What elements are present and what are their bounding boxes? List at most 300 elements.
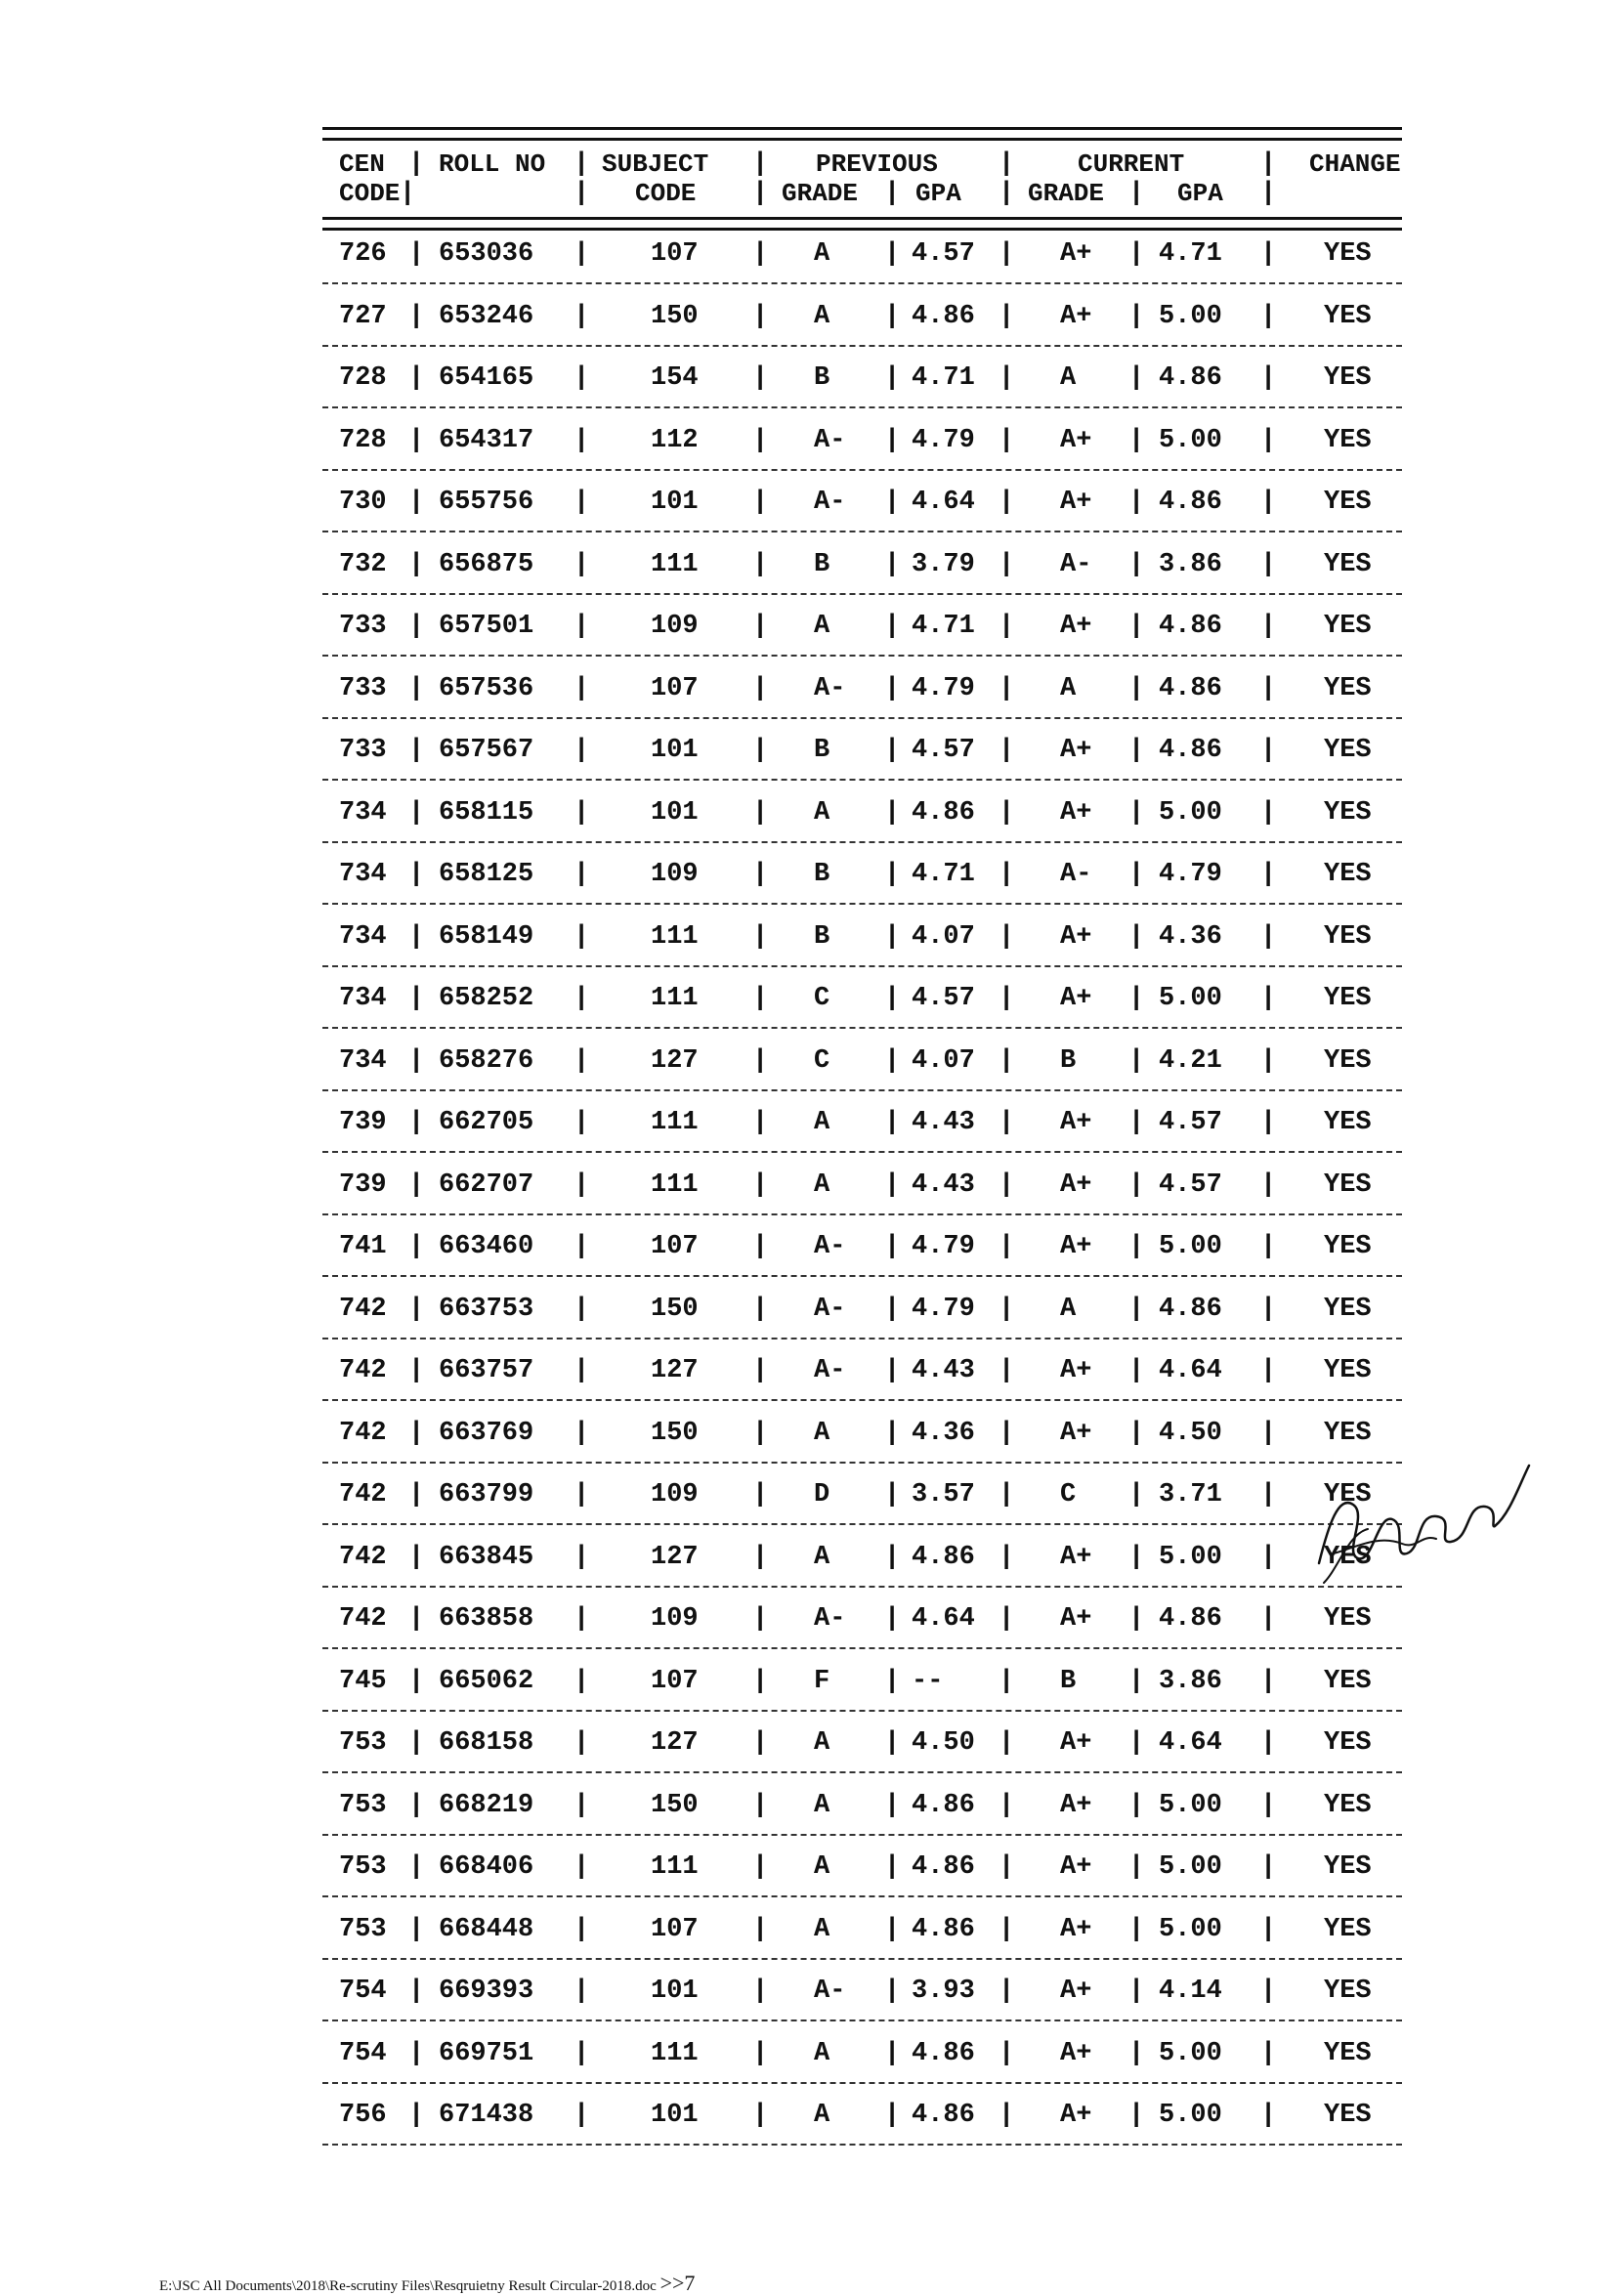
cell-prev-gpa: 4.79 <box>912 1294 975 1324</box>
row-divider <box>322 2020 1402 2021</box>
header-top-rule <box>322 127 1402 141</box>
column-separator: | <box>999 488 1015 517</box>
column-separator: | <box>1128 2038 1145 2068</box>
cell-cen-code: 753 <box>339 1790 387 1820</box>
cell-prev-grade: A <box>814 301 830 331</box>
column-separator: | <box>574 1542 590 1572</box>
cell-prev-grade: A <box>814 1728 830 1758</box>
cell-change: YES <box>1324 1977 1372 2006</box>
column-separator: | <box>999 1542 1015 1572</box>
cell-cur-gpa: 4.57 <box>1159 1169 1222 1200</box>
cell-cur-gpa: 3.86 <box>1159 1666 1222 1696</box>
column-separator: | <box>999 1480 1015 1509</box>
cell-cur-grade: B <box>1060 1045 1077 1076</box>
column-separator: | <box>1260 1666 1277 1696</box>
cell-prev-gpa: 4.57 <box>912 736 975 765</box>
column-separator: | <box>408 2038 425 2068</box>
cell-cen-code: 745 <box>339 1666 387 1696</box>
column-separator: | <box>999 2038 1015 2068</box>
header-separator: | <box>999 179 1015 208</box>
column-separator: | <box>884 1480 901 1509</box>
cell-cur-gpa: 5.00 <box>1159 301 1222 331</box>
column-separator: | <box>1128 1604 1145 1634</box>
row-divider <box>322 1586 1402 1588</box>
header-roll-no: ROLL NO <box>439 149 546 179</box>
cell-cen-code: 734 <box>339 921 387 952</box>
column-separator: | <box>1260 921 1277 952</box>
cell-change: YES <box>1324 673 1372 703</box>
cell-cur-grade: A+ <box>1060 1790 1092 1820</box>
cell-subject-code: 150 <box>651 1294 699 1324</box>
row-divider <box>322 1213 1402 1215</box>
column-separator: | <box>752 1294 769 1324</box>
column-separator: | <box>408 363 425 393</box>
cell-roll-no: 662705 <box>439 1108 534 1137</box>
header-subject-code: CODE <box>635 179 697 208</box>
column-separator: | <box>999 1418 1015 1448</box>
column-separator: | <box>752 612 769 641</box>
column-separator: | <box>408 1108 425 1137</box>
column-separator: | <box>574 2038 590 2068</box>
column-separator: | <box>1260 363 1277 393</box>
cell-prev-grade: A <box>814 1542 830 1572</box>
cell-roll-no: 657501 <box>439 612 534 641</box>
column-separator: | <box>574 673 590 703</box>
cell-cen-code: 753 <box>339 1852 387 1882</box>
header-cur-grade: GRADE <box>1028 179 1105 208</box>
column-separator: | <box>574 363 590 393</box>
cell-prev-gpa: 4.43 <box>912 1356 975 1385</box>
cell-roll-no: 663799 <box>439 1480 534 1509</box>
cell-cur-gpa: 4.86 <box>1159 1294 1222 1324</box>
cell-cur-grade: A+ <box>1060 2038 1092 2068</box>
column-separator: | <box>574 425 590 455</box>
column-separator: | <box>1128 797 1145 828</box>
row-divider <box>322 1647 1402 1649</box>
column-separator: | <box>884 1294 901 1324</box>
cell-subject-code: 111 <box>651 2038 699 2068</box>
row-divider <box>322 531 1402 532</box>
cell-subject-code: 112 <box>651 425 699 455</box>
column-separator: | <box>999 301 1015 331</box>
column-separator: | <box>752 1108 769 1137</box>
column-separator: | <box>752 797 769 828</box>
cell-prev-grade: A- <box>814 488 846 517</box>
cell-cur-gpa: 4.86 <box>1159 736 1222 765</box>
cell-prev-gpa: 3.93 <box>912 1977 975 2006</box>
column-separator: | <box>1260 673 1277 703</box>
column-separator: | <box>752 1480 769 1509</box>
column-separator: | <box>884 921 901 952</box>
cell-cur-grade: A+ <box>1060 1914 1092 1944</box>
column-separator: | <box>999 1045 1015 1076</box>
cell-prev-gpa: 4.79 <box>912 673 975 703</box>
header-cur-gpa: GPA <box>1177 179 1223 208</box>
column-separator: | <box>999 1356 1015 1385</box>
cell-subject-code: 127 <box>651 1728 699 1758</box>
column-separator: | <box>408 2101 425 2130</box>
cell-subject-code: 101 <box>651 488 699 517</box>
row-divider <box>322 2144 1402 2146</box>
column-separator: | <box>408 1666 425 1696</box>
column-separator: | <box>884 1045 901 1076</box>
cell-subject-code: 111 <box>651 1169 699 1200</box>
column-separator: | <box>1128 1914 1145 1944</box>
column-separator: | <box>999 736 1015 765</box>
cell-prev-gpa: 4.07 <box>912 921 975 952</box>
cell-prev-gpa: 4.64 <box>912 488 975 517</box>
column-separator: | <box>884 673 901 703</box>
column-separator: | <box>752 239 769 269</box>
column-separator: | <box>574 797 590 828</box>
row-divider <box>322 1089 1402 1091</box>
cell-cur-grade: B <box>1060 1666 1077 1696</box>
cell-subject-code: 107 <box>651 1666 699 1696</box>
column-separator: | <box>408 1790 425 1820</box>
cell-cur-grade: A+ <box>1060 1728 1092 1758</box>
header-separator: | <box>999 149 1015 179</box>
column-separator: | <box>408 797 425 828</box>
cell-prev-grade: C <box>814 1045 830 1076</box>
cell-change: YES <box>1324 1604 1372 1634</box>
column-separator: | <box>408 1852 425 1882</box>
cell-roll-no: 653246 <box>439 301 534 331</box>
cell-cen-code: 742 <box>339 1294 387 1324</box>
cell-cur-grade: A <box>1060 673 1077 703</box>
column-separator: | <box>1260 1914 1277 1944</box>
cell-cur-gpa: 5.00 <box>1159 2038 1222 2068</box>
cell-subject-code: 109 <box>651 612 699 641</box>
header-separator: | <box>574 179 590 208</box>
column-separator: | <box>752 2101 769 2130</box>
cell-prev-gpa: 3.57 <box>912 1480 975 1509</box>
column-separator: | <box>574 1666 590 1696</box>
cell-cur-gpa: 5.00 <box>1159 1232 1222 1261</box>
cell-roll-no: 657567 <box>439 736 534 765</box>
column-separator: | <box>408 301 425 331</box>
column-separator: | <box>884 549 901 579</box>
header-separator: | <box>574 149 590 179</box>
column-separator: | <box>408 1977 425 2006</box>
cell-cur-grade: A+ <box>1060 921 1092 952</box>
column-separator: | <box>884 797 901 828</box>
column-separator: | <box>1260 797 1277 828</box>
column-separator: | <box>884 2101 901 2130</box>
cell-subject-code: 109 <box>651 860 699 889</box>
cell-prev-gpa: 4.86 <box>912 1542 975 1572</box>
cell-cen-code: 730 <box>339 488 387 517</box>
cell-cen-code: 742 <box>339 1418 387 1448</box>
row-divider <box>322 406 1402 408</box>
cell-cen-code: 734 <box>339 797 387 828</box>
cell-subject-code: 107 <box>651 1914 699 1944</box>
cell-cur-grade: A+ <box>1060 1604 1092 1634</box>
cell-cur-grade: A+ <box>1060 1356 1092 1385</box>
column-separator: | <box>884 301 901 331</box>
column-separator: | <box>574 1169 590 1200</box>
column-separator: | <box>752 1666 769 1696</box>
header-subject: SUBJECT <box>602 149 709 179</box>
column-separator: | <box>574 1604 590 1634</box>
header-separator: | <box>400 179 416 208</box>
cell-prev-grade: A- <box>814 1356 846 1385</box>
column-separator: | <box>1128 612 1145 641</box>
column-separator: | <box>884 363 901 393</box>
column-separator: | <box>752 549 769 579</box>
cell-prev-grade: B <box>814 549 830 579</box>
column-separator: | <box>1128 239 1145 269</box>
cell-cur-gpa: 5.00 <box>1159 2101 1222 2130</box>
cell-roll-no: 658115 <box>439 797 534 828</box>
column-separator: | <box>574 549 590 579</box>
cell-subject-code: 107 <box>651 1232 699 1261</box>
cell-cur-gpa: 4.71 <box>1159 239 1222 269</box>
cell-prev-gpa: 4.71 <box>912 860 975 889</box>
cell-roll-no: 654165 <box>439 363 534 393</box>
row-divider <box>322 779 1402 781</box>
cell-change: YES <box>1324 488 1372 517</box>
cell-prev-grade: A- <box>814 1604 846 1634</box>
cell-roll-no: 668219 <box>439 1790 534 1820</box>
cell-cen-code: 753 <box>339 1914 387 1944</box>
header-separator: | <box>1260 149 1277 179</box>
cell-change: YES <box>1324 1356 1372 1385</box>
column-separator: | <box>999 1914 1015 1944</box>
cell-subject-code: 154 <box>651 363 699 393</box>
column-separator: | <box>1260 2101 1277 2130</box>
cell-subject-code: 107 <box>651 239 699 269</box>
row-divider <box>322 1462 1402 1464</box>
row-divider <box>322 345 1402 347</box>
column-separator: | <box>408 1232 425 1261</box>
column-separator: | <box>1128 1977 1145 2006</box>
cell-prev-gpa: 4.36 <box>912 1418 975 1448</box>
column-separator: | <box>999 860 1015 889</box>
cell-roll-no: 658125 <box>439 860 534 889</box>
cell-cur-gpa: 4.50 <box>1159 1418 1222 1448</box>
column-separator: | <box>408 673 425 703</box>
column-separator: | <box>574 1294 590 1324</box>
cell-roll-no: 665062 <box>439 1666 534 1696</box>
cell-roll-no: 658149 <box>439 921 534 952</box>
column-separator: | <box>884 1852 901 1882</box>
cell-prev-grade: C <box>814 984 830 1013</box>
cell-cur-gpa: 4.64 <box>1159 1728 1222 1758</box>
cell-subject-code: 101 <box>651 797 699 828</box>
cell-cur-gpa: 5.00 <box>1159 1790 1222 1820</box>
cell-change: YES <box>1324 1045 1372 1076</box>
cell-cur-grade: A+ <box>1060 301 1092 331</box>
column-separator: | <box>408 239 425 269</box>
cell-prev-grade: B <box>814 736 830 765</box>
cell-cur-gpa: 5.00 <box>1159 984 1222 1013</box>
cell-cen-code: 728 <box>339 363 387 393</box>
header-bottom-rule <box>322 217 1402 231</box>
column-separator: | <box>408 1480 425 1509</box>
column-separator: | <box>1128 1232 1145 1261</box>
column-separator: | <box>574 1728 590 1758</box>
column-separator: | <box>574 1852 590 1882</box>
column-separator: | <box>1128 673 1145 703</box>
cell-subject-code: 111 <box>651 1852 699 1882</box>
cell-cur-gpa: 4.86 <box>1159 673 1222 703</box>
column-separator: | <box>408 1169 425 1200</box>
cell-change: YES <box>1324 1480 1372 1509</box>
column-separator: | <box>999 673 1015 703</box>
column-separator: | <box>574 1977 590 2006</box>
cell-roll-no: 663757 <box>439 1356 534 1385</box>
cell-change: YES <box>1324 1852 1372 1882</box>
column-separator: | <box>1128 1728 1145 1758</box>
cell-prev-grade: B <box>814 921 830 952</box>
row-divider <box>322 655 1402 657</box>
row-divider <box>322 593 1402 595</box>
column-separator: | <box>1260 860 1277 889</box>
column-separator: | <box>1260 1045 1277 1076</box>
column-separator: | <box>752 1542 769 1572</box>
column-separator: | <box>1128 1542 1145 1572</box>
cell-change: YES <box>1324 301 1372 331</box>
header-cen: CEN <box>339 149 385 179</box>
cell-prev-gpa: 4.86 <box>912 2038 975 2068</box>
cell-roll-no: 657536 <box>439 673 534 703</box>
cell-cur-grade: A+ <box>1060 1852 1092 1882</box>
cell-prev-gpa: 3.79 <box>912 549 975 579</box>
cell-subject-code: 111 <box>651 1108 699 1137</box>
cell-prev-grade: A- <box>814 1977 846 2006</box>
column-separator: | <box>574 860 590 889</box>
cell-subject-code: 150 <box>651 301 699 331</box>
cell-cur-gpa: 5.00 <box>1159 1852 1222 1882</box>
column-separator: | <box>1128 363 1145 393</box>
cell-cen-code: 733 <box>339 612 387 641</box>
column-separator: | <box>884 239 901 269</box>
cell-roll-no: 654317 <box>439 425 534 455</box>
column-separator: | <box>999 1852 1015 1882</box>
cell-cur-gpa: 3.86 <box>1159 549 1222 579</box>
cell-prev-grade: A <box>814 1914 830 1944</box>
cell-cen-code: 733 <box>339 673 387 703</box>
column-separator: | <box>884 984 901 1013</box>
cell-change: YES <box>1324 612 1372 641</box>
row-divider <box>322 1275 1402 1277</box>
cell-prev-gpa: 4.71 <box>912 612 975 641</box>
column-separator: | <box>999 1977 1015 2006</box>
cell-subject-code: 127 <box>651 1045 699 1076</box>
cell-cur-grade: A <box>1060 1294 1077 1324</box>
cell-prev-gpa: 4.86 <box>912 1852 975 1882</box>
column-separator: | <box>884 860 901 889</box>
cell-roll-no: 668158 <box>439 1728 534 1758</box>
cell-subject-code: 150 <box>651 1418 699 1448</box>
row-divider <box>322 1958 1402 1960</box>
cell-cur-grade: A+ <box>1060 1977 1092 2006</box>
column-separator: | <box>1260 425 1277 455</box>
cell-prev-gpa: 4.43 <box>912 1169 975 1200</box>
column-separator: | <box>1128 736 1145 765</box>
cell-cur-grade: A+ <box>1060 1418 1092 1448</box>
column-separator: | <box>752 1790 769 1820</box>
column-separator: | <box>752 363 769 393</box>
column-separator: | <box>752 1232 769 1261</box>
cell-cur-gpa: 5.00 <box>1159 797 1222 828</box>
cell-cur-grade: A+ <box>1060 488 1092 517</box>
cell-cur-gpa: 3.71 <box>1159 1480 1222 1509</box>
cell-change: YES <box>1324 984 1372 1013</box>
cell-prev-grade: A <box>814 1169 830 1200</box>
cell-prev-grade: A <box>814 1418 830 1448</box>
column-separator: | <box>574 1790 590 1820</box>
cell-prev-gpa: 4.86 <box>912 2101 975 2130</box>
column-separator: | <box>1260 1480 1277 1509</box>
column-separator: | <box>884 1977 901 2006</box>
row-divider <box>322 1895 1402 1897</box>
column-separator: | <box>752 1045 769 1076</box>
cell-prev-gpa: 4.57 <box>912 239 975 269</box>
cell-cur-grade: A+ <box>1060 1232 1092 1261</box>
column-separator: | <box>574 1045 590 1076</box>
column-separator: | <box>408 860 425 889</box>
cell-subject-code: 101 <box>651 2101 699 2130</box>
column-separator: | <box>574 1418 590 1448</box>
cell-roll-no: 663769 <box>439 1418 534 1448</box>
cell-subject-code: 101 <box>651 1977 699 2006</box>
column-separator: | <box>884 1790 901 1820</box>
cell-cur-gpa: 4.86 <box>1159 488 1222 517</box>
cell-subject-code: 101 <box>651 736 699 765</box>
cell-change: YES <box>1324 549 1372 579</box>
cell-cen-code: 739 <box>339 1108 387 1137</box>
column-separator: | <box>884 1666 901 1696</box>
cell-subject-code: 111 <box>651 921 699 952</box>
header-previous: PREVIOUS <box>816 149 938 179</box>
cell-subject-code: 127 <box>651 1356 699 1385</box>
cell-cur-gpa: 4.86 <box>1159 363 1222 393</box>
footer-file-path: E:\JSC All Documents\2018\Re-scrutiny Files\Resqruietny Result Circular-2018.doc <box>159 2278 657 2294</box>
column-separator: | <box>999 612 1015 641</box>
cell-prev-grade: A <box>814 2101 830 2130</box>
cell-cen-code: 726 <box>339 239 387 269</box>
header-separator: | <box>408 149 425 179</box>
cell-cur-gpa: 5.00 <box>1159 1542 1222 1572</box>
cell-prev-gpa: -- <box>912 1666 944 1696</box>
column-separator: | <box>1260 1790 1277 1820</box>
cell-cur-gpa: 4.21 <box>1159 1045 1222 1076</box>
row-divider <box>322 2082 1402 2084</box>
column-separator: | <box>752 1728 769 1758</box>
cell-change: YES <box>1324 363 1372 393</box>
row-divider <box>322 1834 1402 1836</box>
cell-prev-gpa: 4.86 <box>912 797 975 828</box>
column-separator: | <box>752 1418 769 1448</box>
column-separator: | <box>1128 921 1145 952</box>
column-separator: | <box>1260 1977 1277 2006</box>
cell-prev-gpa: 4.57 <box>912 984 975 1013</box>
cell-prev-gpa: 4.79 <box>912 1232 975 1261</box>
cell-prev-gpa: 4.86 <box>912 301 975 331</box>
column-separator: | <box>1128 1790 1145 1820</box>
column-separator: | <box>1128 860 1145 889</box>
cell-prev-grade: A- <box>814 1294 846 1324</box>
cell-prev-gpa: 4.71 <box>912 363 975 393</box>
cell-cur-grade: C <box>1060 1480 1077 1509</box>
cell-prev-grade: A <box>814 1108 830 1137</box>
cell-cen-code: 742 <box>339 1480 387 1509</box>
cell-subject-code: 150 <box>651 1790 699 1820</box>
column-separator: | <box>408 1294 425 1324</box>
column-separator: | <box>408 549 425 579</box>
cell-cur-grade: A+ <box>1060 425 1092 455</box>
